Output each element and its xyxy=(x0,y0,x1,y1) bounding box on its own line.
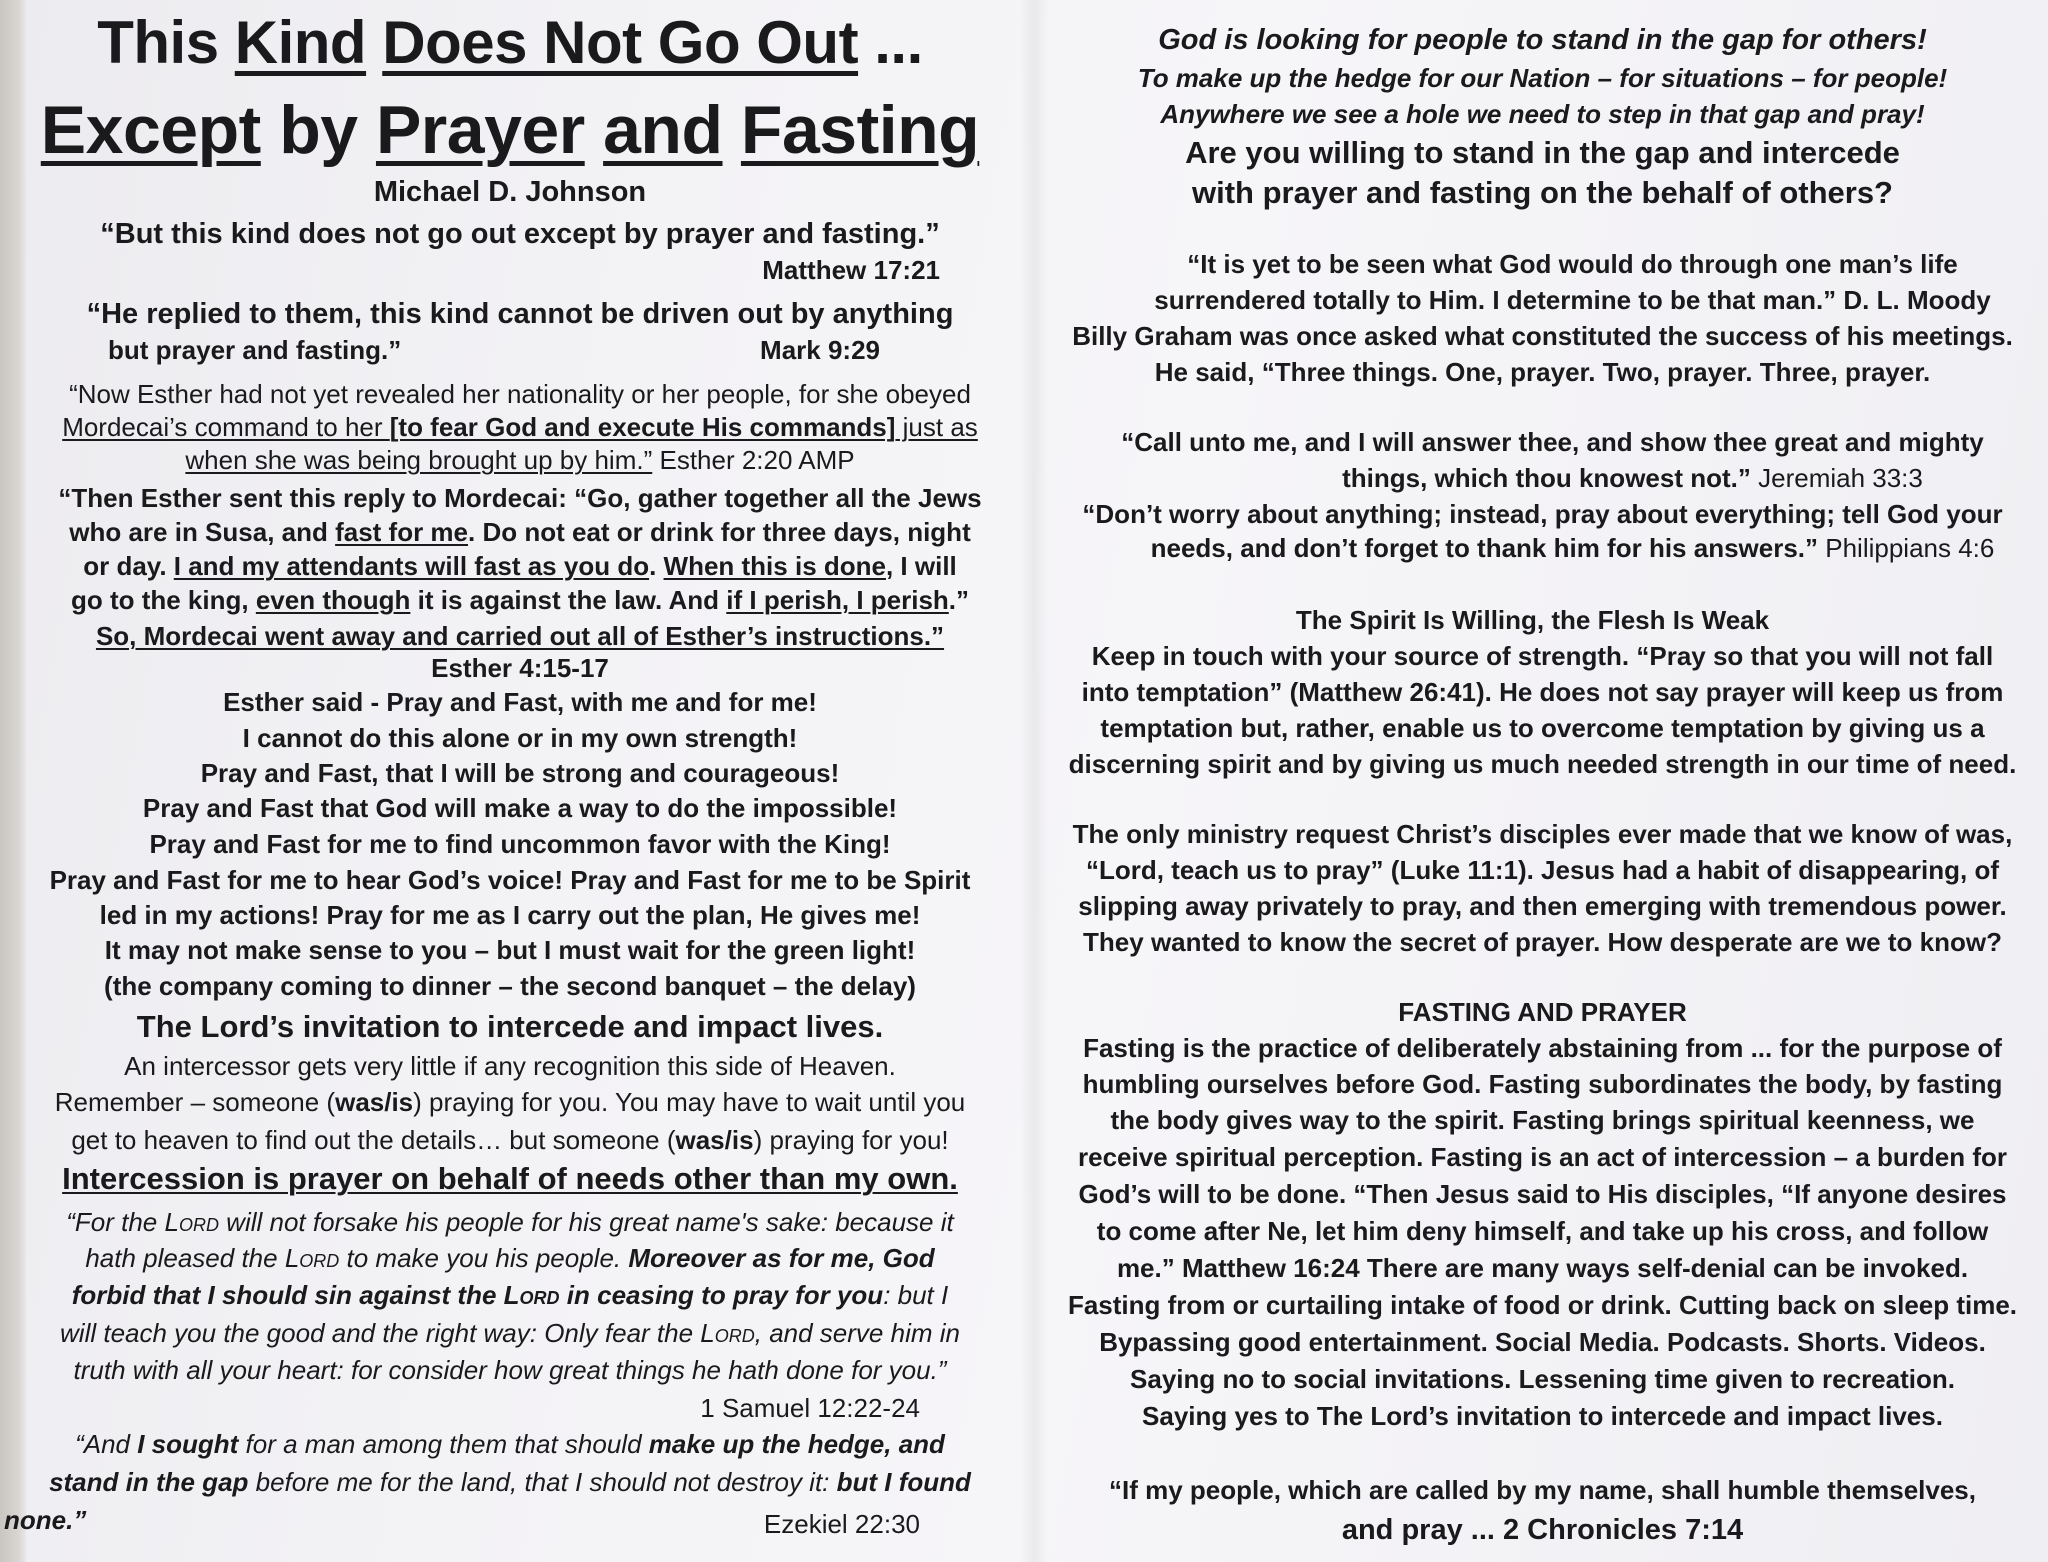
text-span: Lord xyxy=(284,1243,340,1273)
text-span: Mordecai’s command to her xyxy=(62,412,390,442)
text-span: needs, and don’t forget to thank him for his answers.” xyxy=(1150,533,1819,563)
fasting-line: Saying yes to The Lord’s invitation to intercede and impact lives. xyxy=(1142,1401,1943,1431)
ref-jeremiah: Jeremiah 33:3 xyxy=(1758,463,1923,493)
text-span: stand in the gap xyxy=(49,1467,249,1497)
text-span: hath pleased the xyxy=(85,1243,285,1273)
ministry-line: The only ministry request Christ’s disciples ever made that we know of was, xyxy=(1072,819,2013,849)
text-span: Lord xyxy=(503,1280,560,1310)
text-span: was/is xyxy=(335,1087,414,1117)
moody-quote: “It is yet to be seen what God would do through one man’s life xyxy=(1187,249,1958,279)
fasting-line: Fasting is the practice of deliberately abstaining from ... for the purpose of xyxy=(1083,1033,2002,1063)
text-span: it is against the law. And xyxy=(410,585,727,615)
esther-line: “Now Esther had not yet revealed her nationality or her people, for she obeyed xyxy=(69,379,971,409)
ref-matthew: Matthew 17:21 xyxy=(762,255,940,285)
ministry-line: They wanted to know the secret of prayer. How desperate are we to know? xyxy=(1083,927,2002,957)
text-span: just as xyxy=(895,412,978,442)
quote-matthew: “But this kind does not go out except by prayer and fasting.” xyxy=(100,218,940,250)
text-span: “For the xyxy=(66,1207,165,1237)
pray-line: Esther said - Pray and Fast, with me and for me! xyxy=(223,687,817,717)
fasting-line: the body gives way to the spirit. Fasting brings spiritual keenness, we xyxy=(1110,1105,1975,1135)
title-word: and xyxy=(603,92,723,168)
fasting-line: Bypassing good entertainment. Social Media. Podcasts. Shorts. Videos. xyxy=(1099,1327,1986,1357)
text-span: ) praying for you! xyxy=(753,1125,949,1155)
esther-line xyxy=(30,620,1010,652)
text-span: Remember – someone ( xyxy=(54,1087,336,1117)
text-span: things, which thou knowest not.” xyxy=(1342,463,1751,493)
text-span: Moreover as for me, God xyxy=(628,1243,935,1273)
chronicles-quote: “If my people, which are called by my name, shall humble themselves, xyxy=(1109,1475,1976,1505)
text-span: will not forsake his people for his great name's sake: because it xyxy=(218,1207,954,1237)
gap-line: Anywhere we see a hole we need to step in that gap and pray! xyxy=(1160,99,1925,129)
text-span: Intercession is prayer on behalf of needs other than my own. xyxy=(62,1161,958,1196)
title-line-2 xyxy=(10,90,1010,170)
spirit-heading: The Spirit Is Willing, the Flesh Is Weak xyxy=(1295,605,1770,635)
samuel-line xyxy=(10,1317,1010,1349)
ezekiel-line xyxy=(10,1466,1010,1498)
ref-samuel: 1 Samuel 12:22-24 xyxy=(700,1393,920,1423)
text-span: . xyxy=(649,551,664,581)
spirit-line: discerning spirit and by giving us much needed strength in our time of need. xyxy=(1068,749,2017,779)
text-span: Lord xyxy=(164,1207,219,1237)
author: Michael D. Johnson xyxy=(373,176,647,208)
text-span: When this is done xyxy=(663,551,886,581)
fasting-line: receive spiritual perception. Fasting is an act of intercession – a burden for xyxy=(1077,1142,2008,1172)
fasting-line: Saying no to social invitations. Lessening time given to recreation. xyxy=(1130,1364,1955,1394)
title-word: Fasting xyxy=(740,92,980,168)
intercessor-line xyxy=(10,1086,1010,1118)
pray-line: Pray and Fast, that I will be strong and courageous! xyxy=(200,758,840,788)
jeremiah-quote xyxy=(1235,462,2030,494)
pray-line: Pray and Fast for me to find uncommon favor with the King! xyxy=(149,829,891,859)
fasting-heading: FASTING AND PRAYER xyxy=(1398,997,1687,1027)
text-span: : but I xyxy=(883,1280,949,1310)
chronicles-quote: and pray ... 2 Chronicles 7:14 xyxy=(1341,1514,1744,1546)
pray-line: (the company coming to dinner – the second banquet – the delay) xyxy=(104,971,916,1001)
pray-line: Pray and Fast for me to hear God’s voice! Pray and Fast for me to be Spirit xyxy=(49,865,971,895)
intercessor-line: An intercessor gets very little if any recognition this side of Heaven. xyxy=(124,1051,896,1081)
graham-line: He said, “Three things. One, prayer. Two, prayer. Three, prayer. xyxy=(1154,357,1931,387)
fasting-line: God’s will to be done. “Then Jesus said to His disciples, “If anyone desires xyxy=(1078,1179,2007,1209)
title-word: This xyxy=(97,9,219,76)
text-span: . Do not eat or drink for three days, night xyxy=(468,517,971,547)
jeremiah-quote: “Call unto me, and I will answer thee, and show thee great and mighty xyxy=(1121,427,1984,457)
ministry-line: “Lord, teach us to pray” (Luke 11:1). Jesus had a habit of disappearing, of xyxy=(1085,855,2000,885)
intercession-heading xyxy=(10,1160,1010,1198)
text-span: in ceasing to pray for you xyxy=(559,1280,884,1310)
samuel-line xyxy=(10,1279,1010,1311)
samuel-line xyxy=(10,1242,1010,1274)
text-span: I and my attendants will fast as you do xyxy=(173,551,650,581)
ref-esther-2-20: Esther 2:20 AMP xyxy=(659,445,855,475)
title-word: by xyxy=(279,92,358,168)
text-span: before me for the land, that I should not destroy it: xyxy=(248,1467,837,1497)
text-span: who are in Susa, and xyxy=(69,517,336,547)
graham-line: Billy Graham was once asked what constituted the success of his meetings. xyxy=(1072,321,2013,351)
pray-line: Pray and Fast that God will make a way to do the impossible! xyxy=(142,793,898,823)
pray-line: It may not make sense to you – but I must wait for the green light! xyxy=(104,935,916,965)
page-fold xyxy=(1020,0,1048,1562)
text-span: Lord xyxy=(700,1318,755,1348)
ref-ezekiel: Ezekiel 22:30 xyxy=(763,1509,920,1539)
text-span: when she was being brought up by him.” xyxy=(185,445,653,475)
title-word: ... xyxy=(874,9,923,76)
esther-line xyxy=(30,550,1010,582)
pray-line: I cannot do this alone or in my own strength! xyxy=(242,723,798,753)
quote-mark-a: “He replied to them, this kind cannot be driven out by anything xyxy=(86,298,954,330)
ministry-line: slipping away privately to pray, and then emerging with tremendous power. xyxy=(1078,891,2007,921)
text-span: or day. xyxy=(83,551,174,581)
moody-quote: surrendered totally to Him. I determine to be that man.” D. L. Moody xyxy=(1154,285,1991,315)
esther-line: “Then Esther sent this reply to Mordecai: “Go, gather together all the Jews xyxy=(58,483,982,513)
fasting-line: me.” Matthew 16:24 There are many ways self-denial can be invoked. xyxy=(1116,1253,1969,1283)
esther-line xyxy=(30,584,1010,616)
text-span: “And xyxy=(75,1429,138,1459)
esther-line xyxy=(30,411,1010,443)
ezekiel-line xyxy=(10,1428,1010,1460)
text-span: , I will xyxy=(885,551,957,581)
intercessor-line xyxy=(10,1124,1010,1156)
ref-esther-4-15: Esther 4:15-17 xyxy=(431,653,609,683)
pray-line: led in my actions! Pray for me as I carry out the plan, He gives me! xyxy=(99,900,921,930)
invitation-heading: The Lord’s invitation to intercede and impact lives. xyxy=(136,1009,884,1044)
text-span: .” xyxy=(948,585,970,615)
title-word: Does Not Go Out xyxy=(382,9,859,76)
spirit-line: temptation but, rather, enable us to overcome temptation by giving us a xyxy=(1100,713,1985,743)
text-span: was/is xyxy=(675,1125,754,1155)
title-word: Kind xyxy=(234,9,367,76)
title-line-1 xyxy=(10,8,1010,78)
text-span: for a man among them that should xyxy=(238,1429,649,1459)
text-span: ) praying for you. You may have to wait until you xyxy=(413,1087,966,1117)
philippians-quote: “Don’t worry about anything; instead, pray about everything; tell God your xyxy=(1082,499,2003,529)
esther-line xyxy=(30,516,1010,548)
text-span: make up the hedge, and xyxy=(648,1429,945,1459)
text-span: So, Mordecai went away and carried out all of Esther’s instructions.” xyxy=(95,621,945,651)
samuel-line xyxy=(10,1206,1010,1238)
text-span: [to fear God and execute His commands] xyxy=(389,412,896,442)
fasting-line: humbling ourselves before God. Fasting subordinates the body, by fasting xyxy=(1082,1069,2003,1099)
text-span: if I perish, I perish xyxy=(726,585,949,615)
title-word: Prayer xyxy=(375,92,585,168)
spirit-line: into temptation” (Matthew 26:41). He does not say prayer will keep us from xyxy=(1081,677,2004,707)
text-span: but I found xyxy=(836,1467,971,1497)
quote-mark-b: but prayer and fasting.” xyxy=(108,335,402,365)
esther-line xyxy=(30,444,1010,476)
gap-line: God is looking for people to stand in the gap for others! xyxy=(1158,24,1927,56)
fasting-line: Fasting from or curtailing intake of food or drink. Cutting back on sleep time. xyxy=(1067,1290,2018,1320)
text-span: to make you his people. xyxy=(339,1243,629,1273)
text-span: get to heaven to find out the details… but someone ( xyxy=(71,1125,676,1155)
text-span: forbid that I should sin against the xyxy=(71,1280,504,1310)
text-span: I sought xyxy=(137,1429,239,1459)
gap-line: To make up the hedge for our Nation – for situations – for people! xyxy=(1137,63,1948,93)
gap-question: with prayer and fasting on the behalf of others? xyxy=(1192,175,1893,210)
philippians-quote xyxy=(1115,532,2030,564)
fasting-line: to come after Ne, let him deny himself, and take up his cross, and follow xyxy=(1096,1216,1989,1246)
spirit-line: Keep in touch with your source of strength. “Pray so that you will not fall xyxy=(1091,641,1994,671)
ref-mark: Mark 9:29 xyxy=(760,335,880,365)
samuel-line: truth with all your heart: for consider how great things he hath done for you.” xyxy=(73,1355,947,1385)
ref-philippians: Philippians 4:6 xyxy=(1825,533,1995,563)
title-word: Except xyxy=(40,92,261,168)
text-span: fast for me xyxy=(335,517,469,547)
gap-question: Are you willing to stand in the gap and intercede xyxy=(1185,135,1900,170)
text-span: , and serve him in xyxy=(754,1318,960,1348)
text-span: even though xyxy=(255,585,411,615)
text-span: go to the king, xyxy=(70,585,256,615)
ezekiel-line: none.” xyxy=(4,1505,87,1535)
text-span: will teach you the good and the right way: Only fear the xyxy=(60,1318,701,1348)
